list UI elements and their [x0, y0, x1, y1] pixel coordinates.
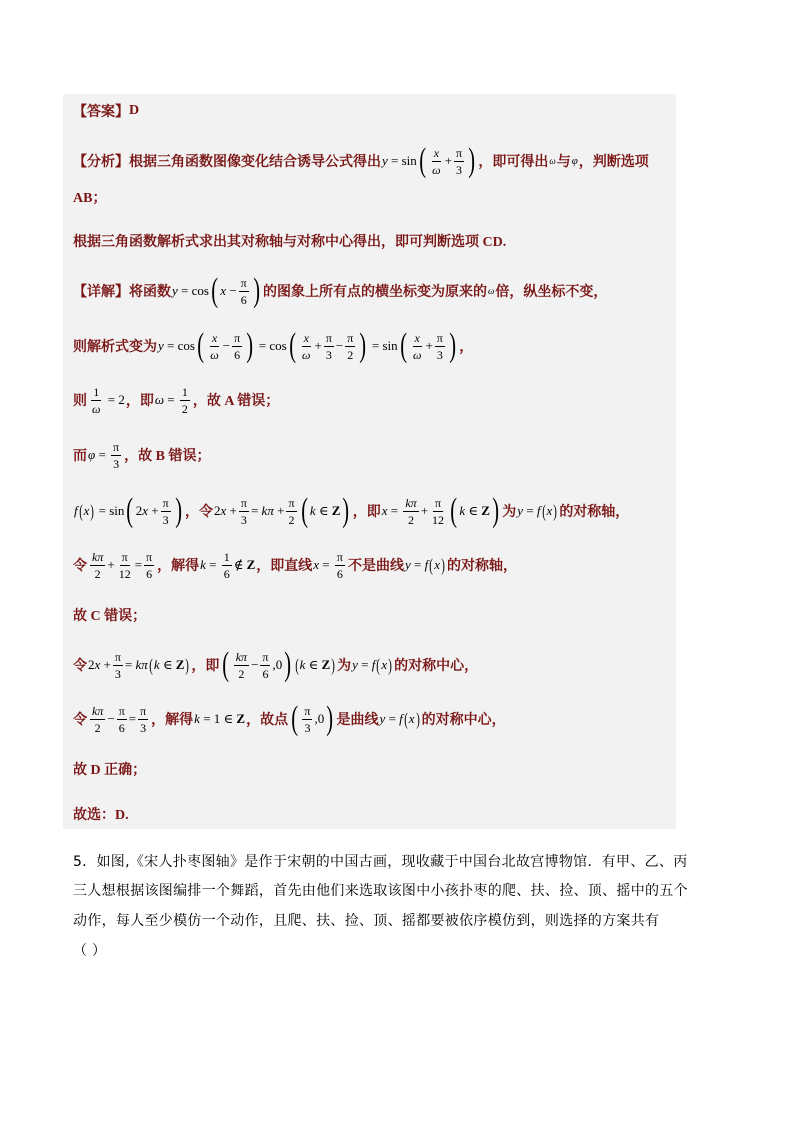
symbol-omega: ω [488, 286, 495, 296]
detail-text: 的图象上所有点的横坐标变为原来的 [263, 285, 488, 300]
question-line-1: 5．如图,《宋人扑枣图轴》是作于宋朝的中国古画，现收藏于中国台北故宫博物馆．有甲、乙、丙 [73, 854, 688, 870]
question-line-4: （ ） [73, 943, 107, 959]
question-line-2: 三人想根据该图编排一个舞蹈，首先由他们来选取该图中小孩扑枣的爬、扶、捡、顶、摇中的五个 [73, 883, 688, 899]
detail-text: 为 [502, 505, 517, 520]
detail-text: 令 [73, 559, 87, 574]
detail-text: 为 [337, 659, 352, 674]
detail-text: 故选：D. [73, 808, 129, 823]
detail-text: 的对称轴， [559, 505, 630, 520]
analysis-line-3 [73, 216, 506, 266]
detail-line-6 [73, 540, 517, 590]
detail-text: ，即 [125, 394, 154, 409]
formula-y-fx: y = f ( x ) [517, 501, 558, 521]
question-line-3: 动作，每人至少模仿一个动作，且爬、扶、捡、顶、摇都要被依序模仿到，则选择的方案共有 [73, 913, 660, 929]
detail-line-3 [73, 375, 279, 425]
formula-omega-half: ω = $\frac{1}{2}$ [154, 384, 188, 416]
answer-label: 【答案】 [73, 105, 129, 120]
formula-y-fx: y = f ( x ) [352, 655, 392, 675]
detail-line-11 [73, 789, 129, 839]
detail-text: 令 [73, 713, 87, 728]
formula-f-x: f ( x ) = sin ( 2 x + $\frac{\pi}{3}$ ) [74, 492, 182, 529]
detail-text: 的对称中心， [394, 659, 479, 674]
formula-k-sixth: k = $\frac{1}{6}$ ∉ Z [200, 549, 256, 581]
detail-text: 令 [73, 659, 87, 674]
detail-text: 的对称中心， [421, 713, 506, 728]
detail-text: ，即 [191, 659, 220, 674]
formula-y-fx: y = f ( x ) [404, 555, 445, 575]
formula-check-center: $\frac{k\pi}{2}$ − $\frac{\pi}{6}$ = $\frac{\pi}{3}$ [92, 703, 147, 735]
detail-line-7 [73, 590, 146, 640]
analysis-text: 根据三角函数图像变化结合诱导公式得出 [129, 155, 381, 170]
analysis-text: AB； [73, 191, 107, 206]
detail-line-8 [73, 640, 478, 690]
formula-axis-x: x = $\frac{k\pi}{2}$ + $\frac{\pi}{12}$ ( k ∈ Z ) [381, 492, 500, 529]
detail-line-5 [73, 486, 629, 536]
detail-text: ，即直线 [256, 559, 313, 574]
analysis-text: ，即可得出 [478, 155, 549, 170]
answer-value: D [129, 103, 140, 118]
detail-text: 倍，纵坐标不变， [495, 285, 608, 300]
detail-label: 【详解】 [73, 285, 129, 300]
formula-k-one: k = 1 ∈ Z [194, 711, 246, 726]
detail-text: ， [459, 340, 474, 355]
detail-text: 是曲线 [336, 713, 379, 728]
detail-text: ，解得 [151, 713, 194, 728]
formula-y-cos: y = cos ( x − $\frac{\pi}{6}$ ) [172, 272, 260, 309]
analysis-label: 【分析】 [73, 155, 129, 170]
detail-text: ，解得 [157, 559, 200, 574]
detail-text: ，令 [185, 505, 214, 520]
detail-text: ，即 [352, 505, 381, 520]
formula-one-over-omega: $\frac{1}{\omega}$ = 2 [92, 384, 125, 416]
formula-point-pi-third: ( $\frac{\pi}{3}$ ,0 ) [291, 700, 334, 737]
detail-line-1 [73, 266, 607, 316]
analysis-text: 与 [556, 155, 571, 170]
detail-line-10 [73, 744, 146, 794]
detail-text: 而 [73, 449, 87, 464]
formula-center-eq: 2 x + $\frac{\pi}{3}$ = kπ ( k ∈ Z ) [88, 649, 190, 681]
detail-line-2 [73, 321, 473, 371]
formula-center-point: ( $\frac{k\pi}{2}$ − $\frac{\pi}{6}$ ,0 ) ( k ∈ Z ) [222, 646, 335, 683]
formula-check-axis: $\frac{k\pi}{2}$ + $\frac{\pi}{12}$ = $\frac{\pi}{6}$ [92, 549, 153, 581]
detail-text: 则解析式变为 [73, 340, 157, 355]
detail-text: ，故 A 错误； [192, 394, 280, 409]
detail-text: ，故点 [246, 713, 289, 728]
formula-transform: y = cos ( $\frac{x}{\omega}$ − $\frac{\pi}{6}$ ) = cos ( $\frac{x}{\omega}$ + $\frac{\pi}{3}$ − $\frac{\pi}{2}$ ) = sin ( $\frac{x}{\omega}$ + $\frac{\pi}{3}$ ) [158, 327, 456, 364]
detail-text: 故 D 正确； [73, 763, 147, 778]
formula-axis-eq: 2 x + $\frac{\pi}{3}$ = kπ + $\frac{\pi}{2}$ ( k ∈ Z ) [214, 492, 350, 529]
detail-text: 的对称轴， [446, 559, 517, 574]
detail-text: 故 C 错误； [73, 609, 147, 624]
answer-line [73, 86, 139, 136]
analysis-text: 根据三角函数解析式求出其对称轴与对称中心得出，即可判断选项 CD. [73, 235, 507, 250]
detail-text: 将函数 [129, 285, 171, 300]
detail-line-9 [73, 694, 506, 744]
symbol-phi: φ [571, 155, 578, 167]
detail-text: 则 [73, 394, 87, 409]
detail-line-4 [73, 430, 210, 480]
analysis-text: ，判断选项 [578, 155, 649, 170]
detail-text: ，故 B 错误； [124, 449, 211, 464]
detail-text: 不是曲线 [347, 559, 404, 574]
formula-x-pi-six: x = $\frac{\pi}{6}$ [313, 549, 343, 581]
formula-y-sin: y = sin ( $\frac{x}{\omega}$ + $\frac{\pi}{3}$ ) [382, 142, 476, 179]
symbol-omega: ω [549, 156, 556, 166]
formula-phi: φ = $\frac{\pi}{3}$ [88, 439, 120, 471]
formula-y-fx: y = f ( x ) [379, 709, 420, 729]
analysis-line-2 [73, 172, 106, 222]
analysis-line-1 [73, 136, 649, 186]
